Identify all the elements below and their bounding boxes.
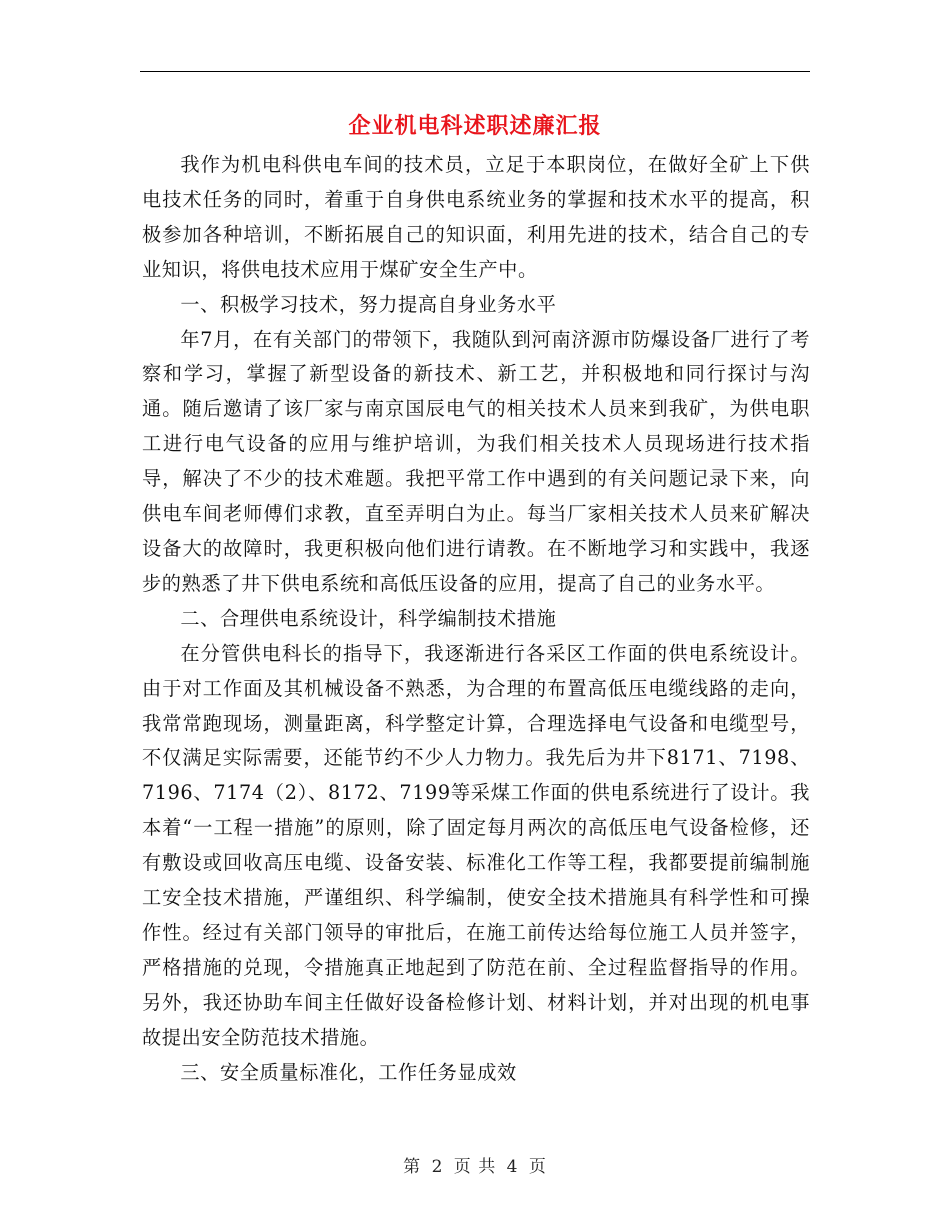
paragraph-section-1: 年7月，在有关部门的带领下，我随队到河南济源市防爆设备厂进行了考察和学习，掌握了新型设备的新技术、新工艺，并积极地和同行探讨与沟通。随后邀请了该厂家与南京国辰电气的相关技术人员来到我矿，为供电职工进行电气设备的应用与维护培训，为我们相关技术人员现场进行技术指导，解决了不少的技术难题。我把平常工作中遇到的有关问题记录下来，向供电车间老师傅们求教，直至弄明白为止。每当厂家相关技术人员来矿解决设备大的故障时，我更积极向他们进行请教。在不断地学习和实践中，我逐步的熟悉了井下供电系统和高低压设备的应用，提高了自己的业务水平。 (142, 327, 810, 595)
paragraph-intro: 我作为机电科供电车间的技术员，立足于本职岗位，在做好全矿上下供电技术任务的同时，着重于自身供电系统业务的掌握和技术水平的提高，积极参加各种培训，不断拓展自己的知识面，利用先进的技术，结合自己的专业知识，将供电技术应用于煤矿安全生产中。 (142, 153, 810, 281)
page-footer (0, 1152, 950, 1177)
footer-middle: 页 共 (453, 1157, 497, 1177)
footer-total-pages: 4 (506, 1157, 519, 1177)
document-body (142, 148, 810, 1090)
footer-prefix: 第 (403, 1157, 422, 1177)
section-heading-3: 三、安全质量标准化，工作任务显成效 (180, 1060, 517, 1084)
section-heading-2: 二、合理供电系统设计，科学编制技术措施 (180, 606, 557, 630)
header-rule (140, 71, 810, 72)
document-title: 企业机电科述职述廉汇报 (348, 113, 602, 139)
paragraph-section-2: 在分管供电科长的指导下，我逐渐进行各采区工作面的供电系统设计。由于对工作面及其机械设备不熟悉，为合理的布置高低压电缆线路的走向，我常常跑现场，测量距离，科学整定计算，合理选择电气设备和电缆型号，不仅满足实际需要，还能节约不少人力物力。我先后为井下8171、7198、7196、7174（2）、8172、7199等采煤工作面的供电系统进行了设计。我本着“一工程一措施”的原则，除了固定每月两次的高低压电气设备检修，还有敷设或回收高压电缆、设备安装、标准化工作等工程，我都要提前编制施工安全技术措施，严谨组织、科学编制，使安全技术措施具有科学性和可操作性。经过有关部门领导的审批后，在施工前传达给每位施工人员并签字，严格措施的兑现，令措施真正地起到了防范在前、全过程监督指导的作用。另外，我还协助车间主任做好设备检修计划、材料计划，并对出现的机电事故提出安全防范技术措施。 (142, 641, 810, 1049)
section-heading-1: 一、积极学习技术，努力提高自身业务水平 (180, 292, 557, 316)
footer-suffix: 页 (528, 1157, 547, 1177)
footer-current-page: 2 (431, 1157, 444, 1177)
